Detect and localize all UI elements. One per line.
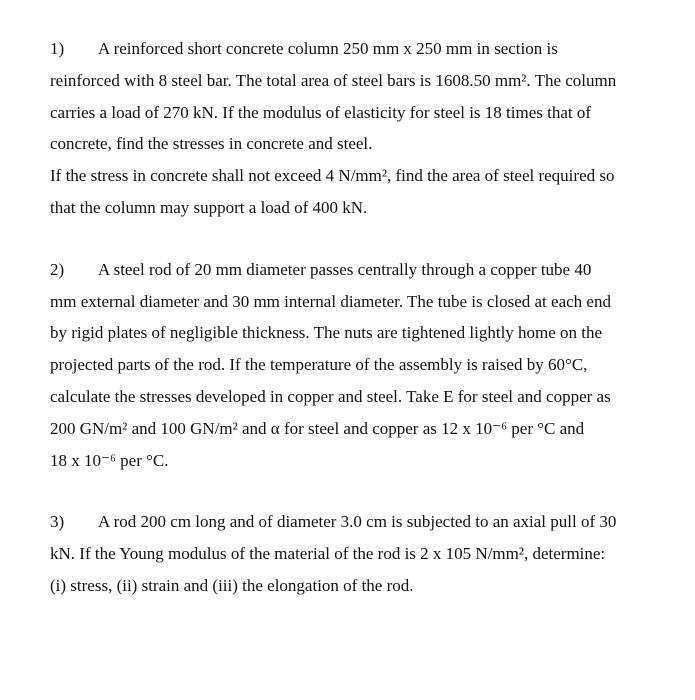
problem-line (50, 254, 670, 286)
problem-number: 1) (50, 39, 65, 58)
document-page (50, 33, 670, 602)
problem-line: 200 GN/m² and 100 GN/m² and α for steel and copper as 12 x 10⁻⁶ per °C and (50, 418, 585, 438)
problem-line: reinforced with 8 steel bar. The total area of steel bars is 1608.50 mm². The column (50, 70, 617, 90)
problem-number: 2) (50, 259, 65, 279)
problem-3 (50, 506, 670, 601)
problem-line: (i) stress, (ii) strain and (iii) the elongation of the rod. (50, 575, 414, 595)
problem-line: projected parts of the rod. If the temperature of the assembly is raised by 60°C, (50, 355, 588, 375)
problem-text: A steel rod of 20 mm diameter passes centrally through a copper tube 40 (98, 259, 592, 279)
problem-text: A rod 200 cm long and of diameter 3.0 cm is subjected to an axial pull of 30 (98, 512, 617, 532)
problem-line: that the column may support a load of 400 kN. (50, 197, 368, 217)
problem-2 (50, 254, 670, 477)
problem-line: calculate the stresses developed in copper and steel. Take E for steel and copper as (50, 386, 611, 406)
problem-line: kN. If the Young modulus of the material of the rod is 2 x 105 N/mm², determine: (50, 544, 606, 564)
problem-line: If the stress in concrete shall not exceed 4 N/mm², find the area of steel required so (50, 166, 615, 186)
problem-1 (50, 33, 670, 224)
problem-line: 18 x 10⁻⁶ per °C. (50, 450, 169, 470)
problem-number: 3) (50, 512, 65, 532)
problem-line: carries a load of 270 kN. If the modulus of elasticity for steel is 18 times that of (50, 102, 592, 122)
problem-line (50, 33, 670, 65)
problem-line (50, 506, 670, 538)
problem-line: concrete, find the stresses in concrete and steel. (50, 134, 373, 154)
problem-line: by rigid plates of negligible thickness. The nuts are tightened lightly home on the (50, 323, 603, 343)
problem-line: mm external diameter and 30 mm internal diameter. The tube is closed at each end (50, 291, 611, 311)
problem-text: A reinforced short concrete column 250 mm x 250 mm in section is (98, 39, 558, 58)
